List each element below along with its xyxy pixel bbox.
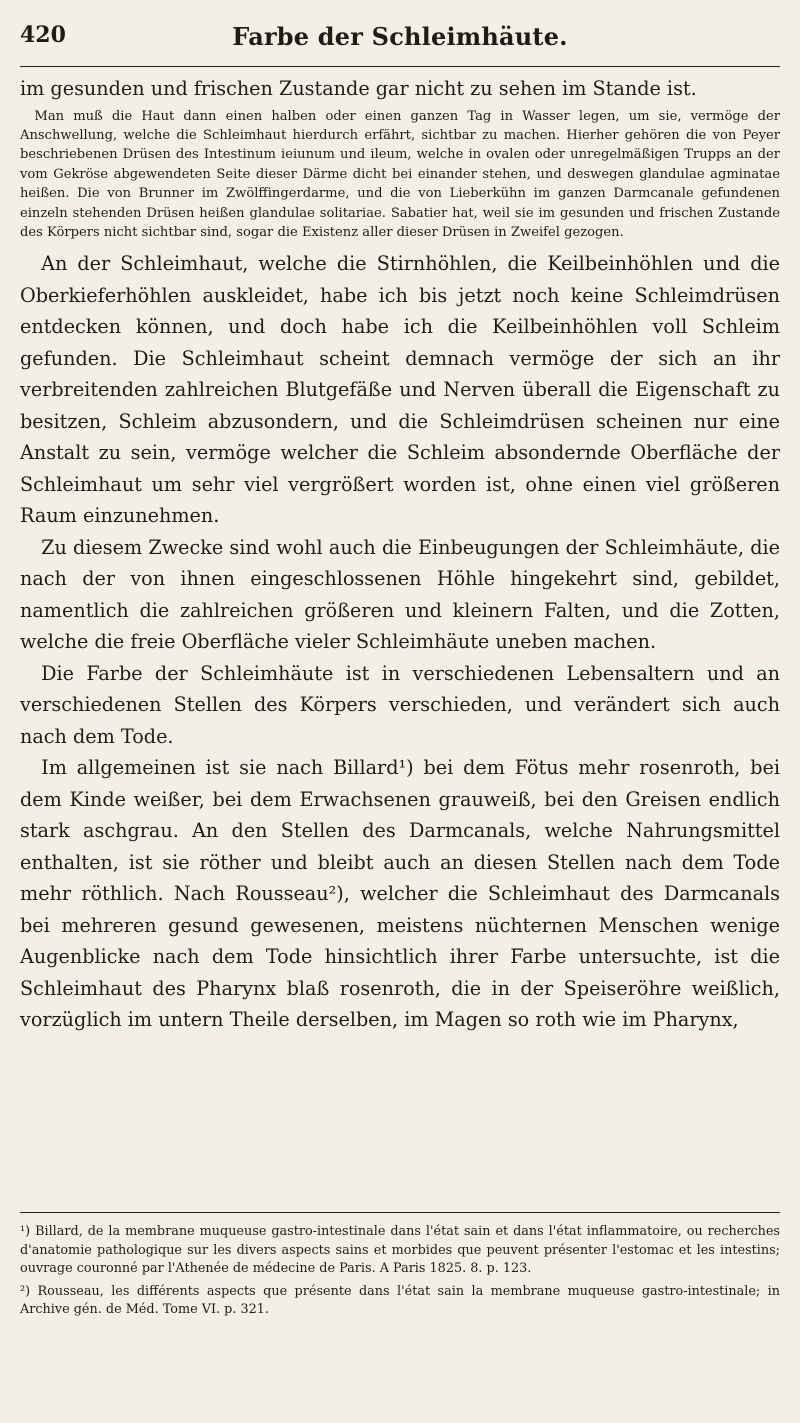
page-number: 420 — [20, 22, 66, 48]
paragraph-farbe-details: Im allgemeinen ist sie nach Billard¹) bei dem Fötus mehr rosenroth, bei dem Kinde weißer, bei dem Erwachsenen grauweiß, bei den Greisen endlich stark aschgrau. An den Stellen des Darmcanals, welche Nahrungsmittel enthalten, ist sie röther und bleibt auch an diesen Stellen nach dem Tode mehr röthlich. Nach Rousseau²), welcher die Schleimhaut des Darmcanals bei mehreren gesund gewesenen, meistens nüchternen Menschen wenige Augenblicke nach dem Tode hinsichtlich ihrer Farbe untersuchte, ist die Schleimhaut des Pharynx blaß rosenroth, die in der Speiseröhre weißlich, vorzüglich im untern Theile derselben, im Magen so roth wie im Pharynx, — [20, 756, 780, 1032]
book-page — [20, 22, 780, 1412]
paragraph-farbe-intro: Die Farbe der Schleimhäute ist in verschiedenen Lebensaltern und an verschiedenen Stellen des Körpers verschieden, und verändert sich auch nach dem Tode. — [20, 661, 780, 748]
page-header — [20, 22, 780, 67]
paragraph-einbeugungen: Zu diesem Zwecke sind wohl auch die Einbeugungen der Schleimhäute, die nach der von ihnen eingeschlossenen Höhle hingekehrt sind, gebildet, namentlich die zahlreichen größeren und kleinern Falten, und die Zotten, welche die freie Oberfläche vieler Schleimhäute uneben machen. — [20, 535, 780, 654]
small-print-paragraph: Man muß die Haut dann einen halben oder einen ganzen Tag in Wasser legen, um sie, vermöge der Anschwellung, welche die Schleimhaut hierdurch erfährt, sichtbar zu machen. Hierher gehören die von Peyer beschriebenen Drüsen des Intestinum ieiunum und ileum, welche in ovalen oder unregelmäßigen Trupps an der vom Gekröse abgewendeten Seite dieser Därme dicht bei einander stehen, und deswegen glandulae agminatae heißen. Die von Brunner im Zwölffingerdarme, und die von Lieberkühn im ganzen Darmcanale gefundenen einzeln stehenden Drüsen heißen glandulae solitariae. Sabatier hat, weil sie im gesunden und frischen Zustande des Körpers nicht sichtbar sind, sogar die Existenz aller dieser Drüsen in Zweifel gezogen. — [20, 108, 780, 240]
footnotes-section — [20, 1212, 780, 1324]
footnote-2: ²) Rousseau, les différents aspects que présente dans l'état sain la membrane muqueuse gastro-intestinale; in Archive gén. de Méd. Tome VI. p. 321. — [20, 1283, 780, 1317]
running-title: Farbe der Schleimhäute. — [232, 22, 568, 51]
footnote-1: ¹) Billard, de la membrane muqueuse gastro-intestinale dans l'état sain et dans l'état inflammatoire, ou recherches d'anatomie pathologique sur les divers aspects sains et morbides que peuvent présenter l'estomac et les intestins; ouvrage couronné par l'Athenée de médecine de Paris. A Paris 1825. 8. p. 123. — [20, 1224, 780, 1276]
paragraph-continuation: im gesunden und frischen Zustande gar nicht zu sehen im Stande ist. — [20, 77, 697, 100]
paragraph-schleimhaut-hoehlen: An der Schleimhaut, welche die Stirnhöhlen, die Keilbeinhöhlen und die Oberkieferhöhlen auskleidet, habe ich bis jetzt noch keine Schleimdrüsen entdecken können, und doch habe ich die Keilbeinhöhlen voll Schleim gefunden. Die Schleimhaut scheint demnach vermöge der sich an ihr verbreitenden zahlreichen Blutgefäße und Nerven überall die Eigenschaft zu besitzen, Schleim abzusondern, und die Schleimdrüsen scheinen nur eine Anstalt zu sein, vermöge welcher die Schleim absondernde Oberfläche der Schleimhaut um sehr viel vergrößert worden ist, ohne einen viel größeren Raum einzunehmen. — [20, 252, 780, 528]
